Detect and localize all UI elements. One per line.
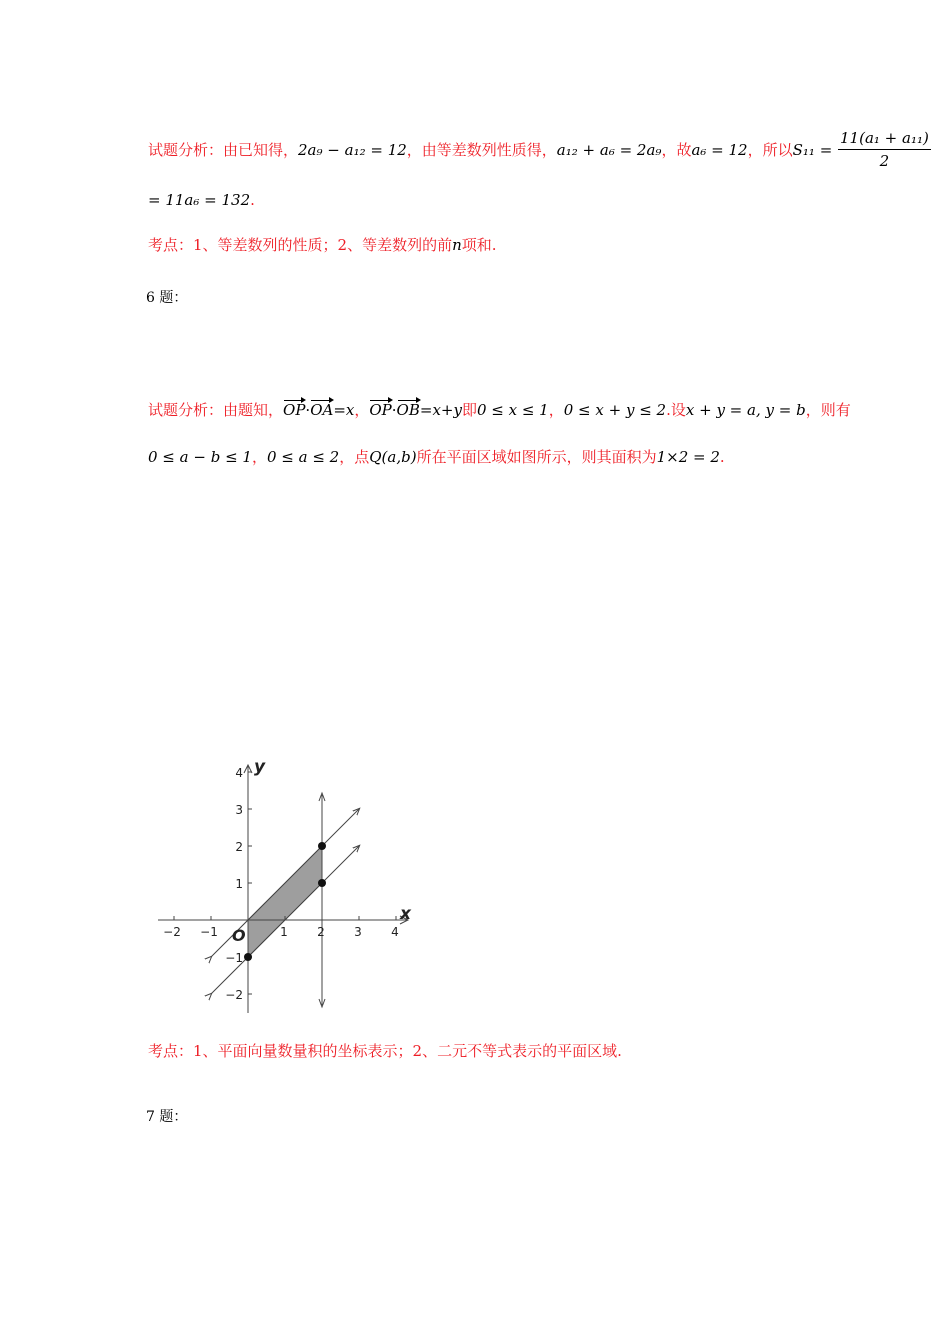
inequality: 0 ≤ x ≤ 1	[476, 401, 549, 419]
equation: x + y = a, y = b	[685, 401, 806, 419]
separator: ，	[251, 448, 267, 466]
x-axis-label: x	[400, 904, 411, 924]
kaodian-text: 考点：1、等差数列的性质；2、等差数列的前	[148, 236, 453, 254]
text: ，点	[339, 448, 370, 466]
y-tick-labels	[225, 766, 243, 1002]
y-tick-label: 3	[235, 803, 243, 817]
equation: a₁₂ + a₆ = 2a₉	[556, 141, 662, 159]
q6-analysis-line1	[148, 399, 851, 421]
equation: =x+y	[419, 401, 462, 419]
variable-n: n	[452, 236, 462, 254]
x-tick-label: −2	[163, 925, 181, 939]
q5-kaodian	[148, 234, 497, 256]
text: 即	[461, 401, 477, 419]
point-2-2	[318, 842, 326, 850]
y-tick-label: −2	[225, 988, 243, 1002]
vector-op: OP	[369, 401, 392, 419]
dot-operator: ·	[305, 401, 311, 419]
text: ，由等差数列性质得，	[406, 141, 557, 159]
point-0-minus-1	[244, 953, 252, 961]
point-2-1	[318, 879, 326, 887]
vector-ob: OB	[396, 401, 420, 419]
fraction	[838, 129, 931, 170]
x-tick-label: 1	[280, 925, 288, 939]
vector-op: OP	[283, 401, 306, 419]
shaded-region	[248, 846, 322, 957]
x-tick-label: 2	[317, 925, 325, 939]
separator: ，	[548, 401, 564, 419]
fraction-denominator: 2	[879, 152, 890, 170]
q5-analysis-line1	[148, 139, 832, 161]
x-tick-label: −1	[200, 925, 218, 939]
y-tick-label: 1	[235, 877, 243, 891]
q6-analysis-line2	[148, 446, 725, 468]
region-figure	[150, 755, 420, 1020]
equation: S₁₁ =	[792, 141, 833, 159]
equation: =x	[333, 401, 355, 419]
equation: 2a₉ − a₁₂ = 12	[298, 141, 407, 159]
text: 所在平面区域如图所示，则其面积为	[416, 448, 657, 466]
text: 项和.	[461, 236, 497, 254]
x-tick-label: 4	[391, 925, 399, 939]
y-tick-label: 2	[235, 840, 243, 854]
text: .	[719, 448, 725, 466]
origin-label: O	[232, 926, 246, 945]
analysis-label: 试题分析：由已知得，	[148, 141, 299, 159]
analysis-label: 试题分析：由题知，	[148, 401, 284, 419]
inequality: 0 ≤ a − b ≤ 1	[148, 448, 252, 466]
equation: = 11a₆ = 132	[148, 191, 251, 209]
fraction-numerator: 11(a₁ + a₁₁)	[838, 129, 931, 150]
y-axis-label: y	[254, 757, 266, 777]
inequality: 0 ≤ x + y ≤ 2	[563, 401, 667, 419]
text: ，则有	[805, 401, 851, 419]
point-q: Q(a,b)	[369, 448, 417, 466]
question-6-label: 6 题：	[146, 290, 188, 306]
y-tick-label: −1	[225, 951, 243, 965]
inequality: 0 ≤ a ≤ 2	[266, 448, 340, 466]
text: ，所以	[747, 141, 793, 159]
x-tick-labels	[163, 925, 399, 939]
question-7-label: 7 题：	[146, 1109, 188, 1125]
text: .设	[666, 401, 686, 419]
equation: a₆ = 12	[691, 141, 748, 159]
vector-oa: OA	[310, 401, 334, 419]
text: .	[250, 191, 255, 209]
y-tick-label: 4	[235, 766, 243, 780]
separator: ，	[354, 401, 370, 419]
dot-operator: ·	[391, 401, 397, 419]
q6-kaodian: 考点：1、平面向量数量积的坐标表示；2、二元不等式表示的平面区域.	[148, 1042, 622, 1060]
q5-analysis-line2	[148, 189, 255, 211]
equation: 1×2 = 2	[656, 448, 720, 466]
text: ，故	[661, 141, 692, 159]
x-tick-label: 3	[354, 925, 362, 939]
